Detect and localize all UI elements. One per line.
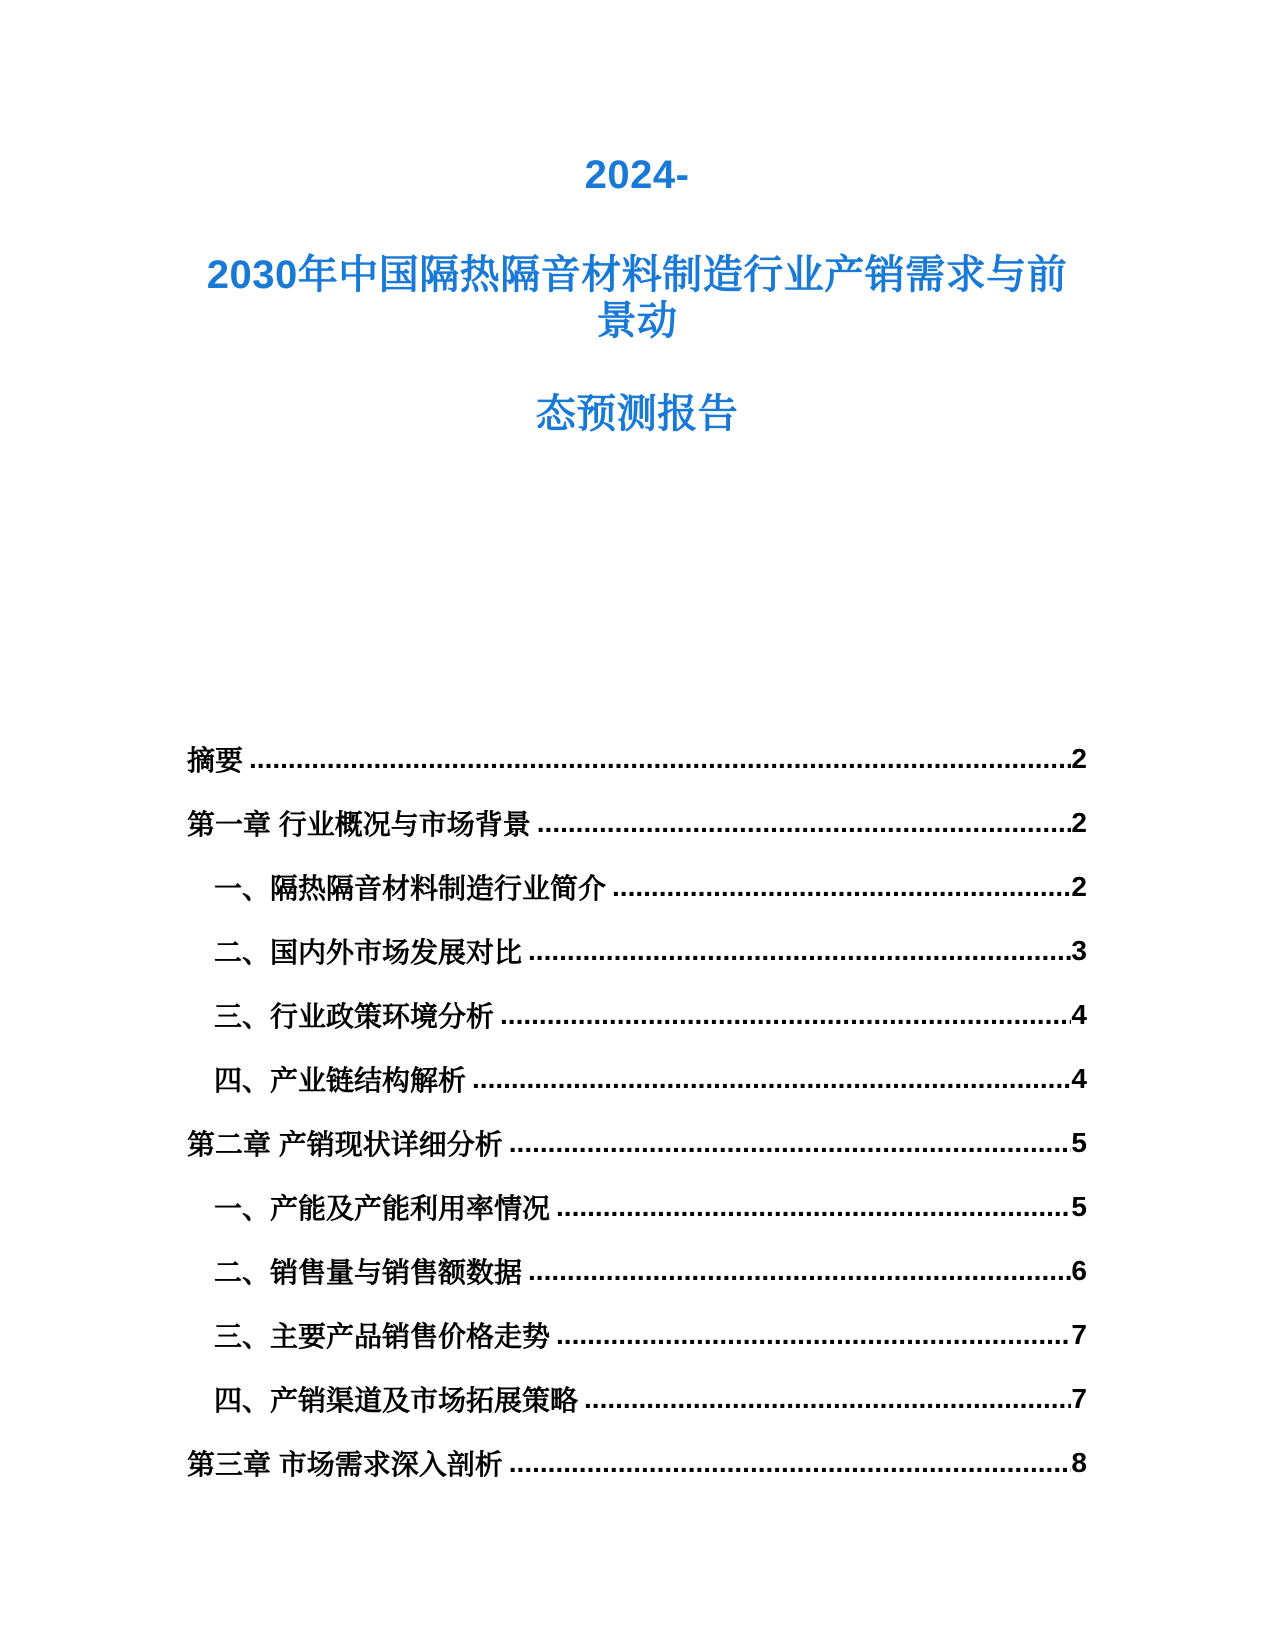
toc-entry-label: 二、销售量与销售额数据 xyxy=(214,1257,523,1288)
toc-page-number: 2 xyxy=(1071,807,1087,838)
toc-dot-leader xyxy=(509,1447,1072,1479)
toc-page-number: 4 xyxy=(1071,999,1087,1030)
toc-dot-leader xyxy=(584,1383,1071,1415)
toc-entry-label: 摘要 xyxy=(187,745,244,776)
toc-entry-label: 一、产能及产能利用率情况 xyxy=(214,1193,551,1224)
toc-entry[interactable] xyxy=(187,791,1087,855)
toc-dot-leader xyxy=(528,935,1071,967)
toc-entry[interactable] xyxy=(187,1239,1087,1303)
title-line-1: 2024- xyxy=(584,153,690,197)
title-line-3: 态预测报告 xyxy=(535,392,739,436)
title-line-2: 2030年中国隔热隔音材料制造行业产销需求与前景动 xyxy=(206,253,1068,343)
document-title xyxy=(187,152,1087,437)
toc-entry-label: 三、主要产品销售价格走势 xyxy=(214,1321,551,1352)
toc-entry[interactable] xyxy=(187,1047,1087,1111)
toc-dot-leader xyxy=(612,871,1071,903)
toc-dot-leader xyxy=(528,1255,1071,1287)
toc-page-number: 8 xyxy=(1071,1447,1087,1478)
toc-page-number: 6 xyxy=(1071,1255,1087,1286)
toc-dot-leader xyxy=(556,1191,1071,1223)
toc-dot-leader xyxy=(556,1319,1071,1351)
toc-dot-leader xyxy=(500,999,1071,1031)
toc-entry-label: 第二章 产销现状详细分析 xyxy=(187,1129,503,1160)
toc-entry[interactable] xyxy=(187,983,1087,1047)
toc-entry[interactable] xyxy=(187,1431,1087,1495)
toc-page-number: 2 xyxy=(1071,743,1087,774)
toc-page-number: 5 xyxy=(1071,1191,1087,1222)
toc-entry[interactable] xyxy=(187,727,1087,791)
toc-entry[interactable] xyxy=(187,919,1087,983)
toc-page-number: 3 xyxy=(1071,935,1087,966)
toc-page-number: 7 xyxy=(1071,1383,1087,1414)
toc-page-number: 4 xyxy=(1071,1063,1087,1094)
toc-page-number: 2 xyxy=(1071,871,1087,902)
toc-dot-leader xyxy=(249,743,1071,775)
toc-entry[interactable] xyxy=(187,1111,1087,1175)
toc-entry-label: 二、国内外市场发展对比 xyxy=(214,937,523,968)
toc-entry-label: 三、行业政策环境分析 xyxy=(214,1001,495,1032)
table-of-contents xyxy=(187,727,1087,1495)
toc-dot-leader xyxy=(472,1063,1071,1095)
toc-page-number: 7 xyxy=(1071,1319,1087,1350)
toc-entry[interactable] xyxy=(187,1303,1087,1367)
toc-page-number: 5 xyxy=(1071,1127,1087,1158)
toc-entry-label: 第一章 行业概况与市场背景 xyxy=(187,809,531,840)
toc-entry[interactable] xyxy=(187,1367,1087,1431)
toc-entry-label: 四、产业链结构解析 xyxy=(214,1065,467,1096)
toc-dot-leader xyxy=(509,1127,1072,1159)
toc-dot-leader xyxy=(537,807,1072,839)
toc-entry-label: 四、产销渠道及市场拓展策略 xyxy=(214,1385,579,1416)
toc-entry[interactable] xyxy=(187,855,1087,919)
toc-entry[interactable] xyxy=(187,1175,1087,1239)
toc-entry-label: 第三章 市场需求深入剖析 xyxy=(187,1449,503,1480)
toc-entry-label: 一、隔热隔音材料制造行业简介 xyxy=(214,873,607,904)
